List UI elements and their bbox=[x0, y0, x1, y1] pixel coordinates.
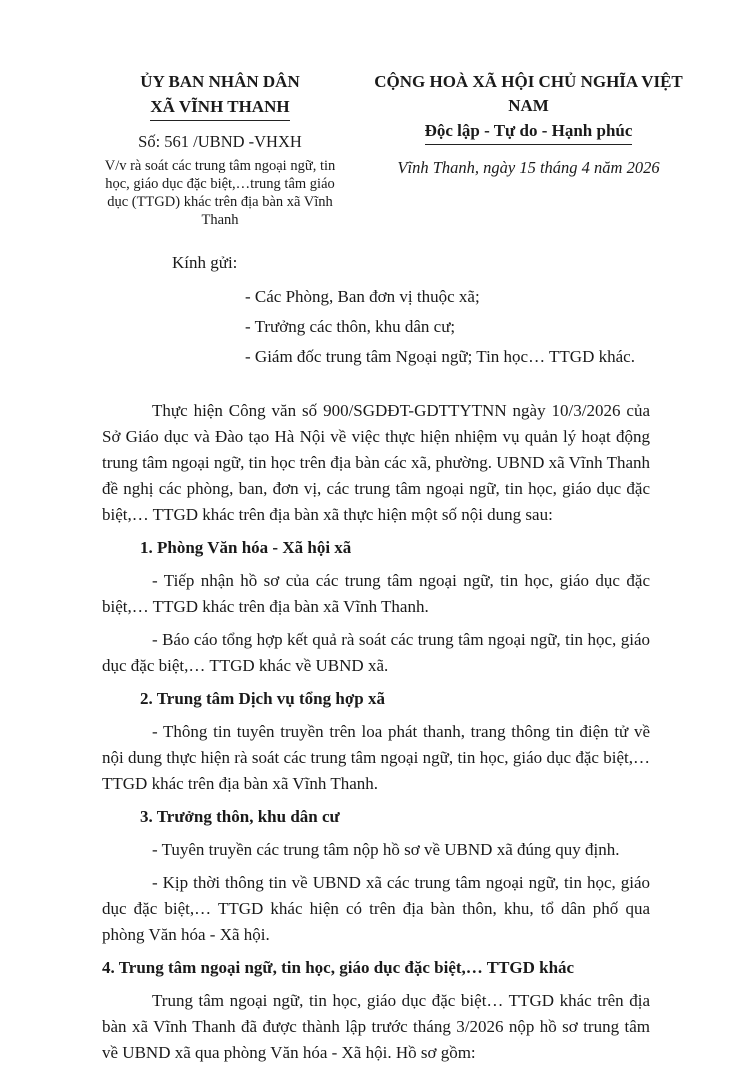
document-subject: V/v rà soát các trung tâm ngoại ngữ, tin học, giáo dục đặc biệt,…trung tâm giáo dục (TTGD) khác trên địa bàn xã Vĩnh Thanh bbox=[104, 157, 336, 228]
place-and-date: Vĩnh Thanh, ngày 15 tháng 4 năm 2026 bbox=[397, 158, 660, 177]
section-3-paragraph: - Tuyên truyền các trung tâm nộp hồ sơ về UBND xã đúng quy định. bbox=[152, 840, 620, 860]
recipient-item: - Các Phòng, Ban đơn vị thuộc xã; bbox=[245, 287, 480, 307]
document-body bbox=[102, 250, 650, 1073]
section-2-paragraph: - Thông tin tuyên truyền trên loa phát thanh, trang thông tin điện tử về nội dung thực hiện rà soát các trung tâm ngoại ngữ, tin học, giáo dục đặc biệt,… TTGD khác trên địa bàn xã Vĩnh Thanh. bbox=[102, 722, 650, 794]
section-heading-2: 2. Trung tâm Dịch vụ tổng hợp xã bbox=[140, 689, 385, 709]
section-4-paragraph: Trung tâm ngoại ngữ, tin học, giáo dục đặc biệt… TTGD khác trên địa bàn xã Vĩnh Thanh đã được thành lập trước tháng 3/2026 nộp hồ sơ trung tâm về UBND xã qua phòng Văn hóa - Xã hội. Hồ sơ gồm: bbox=[102, 991, 650, 1063]
intro-paragraph: Thực hiện Công văn số 900/SGDĐT-GDTTYTNN ngày 10/3/2026 của Sở Giáo dục và Đào tạo Hà Nội về việc thực hiện nhiệm vụ quản lý hoạt động trung tâm ngoại ngữ, tin học trên địa bàn các xã, phường. UBND xã Vĩnh Thanh đề nghị các phòng, ban, đơn vị, các trung tâm ngoại ngữ, tin học, giáo dục đặc biệt,… TTGD khác trên địa bàn xã thực hiện một số nội dung sau: bbox=[102, 401, 651, 525]
section-1-paragraph: - Báo cáo tổng hợp kết quả rà soát các trung tâm ngoại ngữ, tin học, giáo dục đặc biệt,… TTGD khác về UBND xã. bbox=[102, 630, 650, 676]
recipient-item: - Trưởng các thôn, khu dân cư; bbox=[245, 317, 456, 337]
section-3-paragraph: - Kịp thời thông tin về UBND xã các trung tâm ngoại ngữ, tin học, giáo dục đặc biệt,… TTGD khác hiện có trên địa bàn thôn, khu, tổ dân phố qua phòng Văn hóa - Xã hội. bbox=[102, 873, 650, 945]
national-title-block bbox=[357, 70, 700, 181]
section-heading-3: 3. Trưởng thôn, khu dân cư bbox=[140, 807, 340, 827]
section-heading-1: 1. Phòng Văn hóa - Xã hội xã bbox=[140, 538, 352, 558]
section-heading-4: 4. Trung tâm ngoại ngữ, tin học, giáo dục đặc biệt,… TTGD khác bbox=[102, 958, 575, 978]
issuing-agency-block bbox=[95, 70, 345, 229]
section-1-paragraph: - Tiếp nhận hồ sơ của các trung tâm ngoại ngữ, tin học, giáo dục đặc biệt,… TTGD khác trên địa bàn xã Vĩnh Thanh. bbox=[102, 571, 650, 617]
document-header bbox=[95, 70, 700, 240]
document-number: Số: 561 /UBND -VHXH bbox=[138, 132, 302, 151]
recipient-list bbox=[245, 282, 665, 372]
agency-name-line2: XÃ VĨNH THANH bbox=[150, 95, 289, 121]
national-title: CỘNG HOÀ XÃ HỘI CHỦ NGHĨA VIỆT NAM bbox=[374, 72, 683, 115]
national-motto: Độc lập - Tự do - Hạnh phúc bbox=[425, 119, 633, 145]
recipient-label: Kính gửi: bbox=[172, 253, 238, 272]
recipient-item: - Giám đốc trung tâm Ngoại ngữ; Tin học… TTGD khác. bbox=[245, 347, 635, 367]
agency-name-line1: ỦY BAN NHÂN DÂN bbox=[140, 72, 300, 91]
